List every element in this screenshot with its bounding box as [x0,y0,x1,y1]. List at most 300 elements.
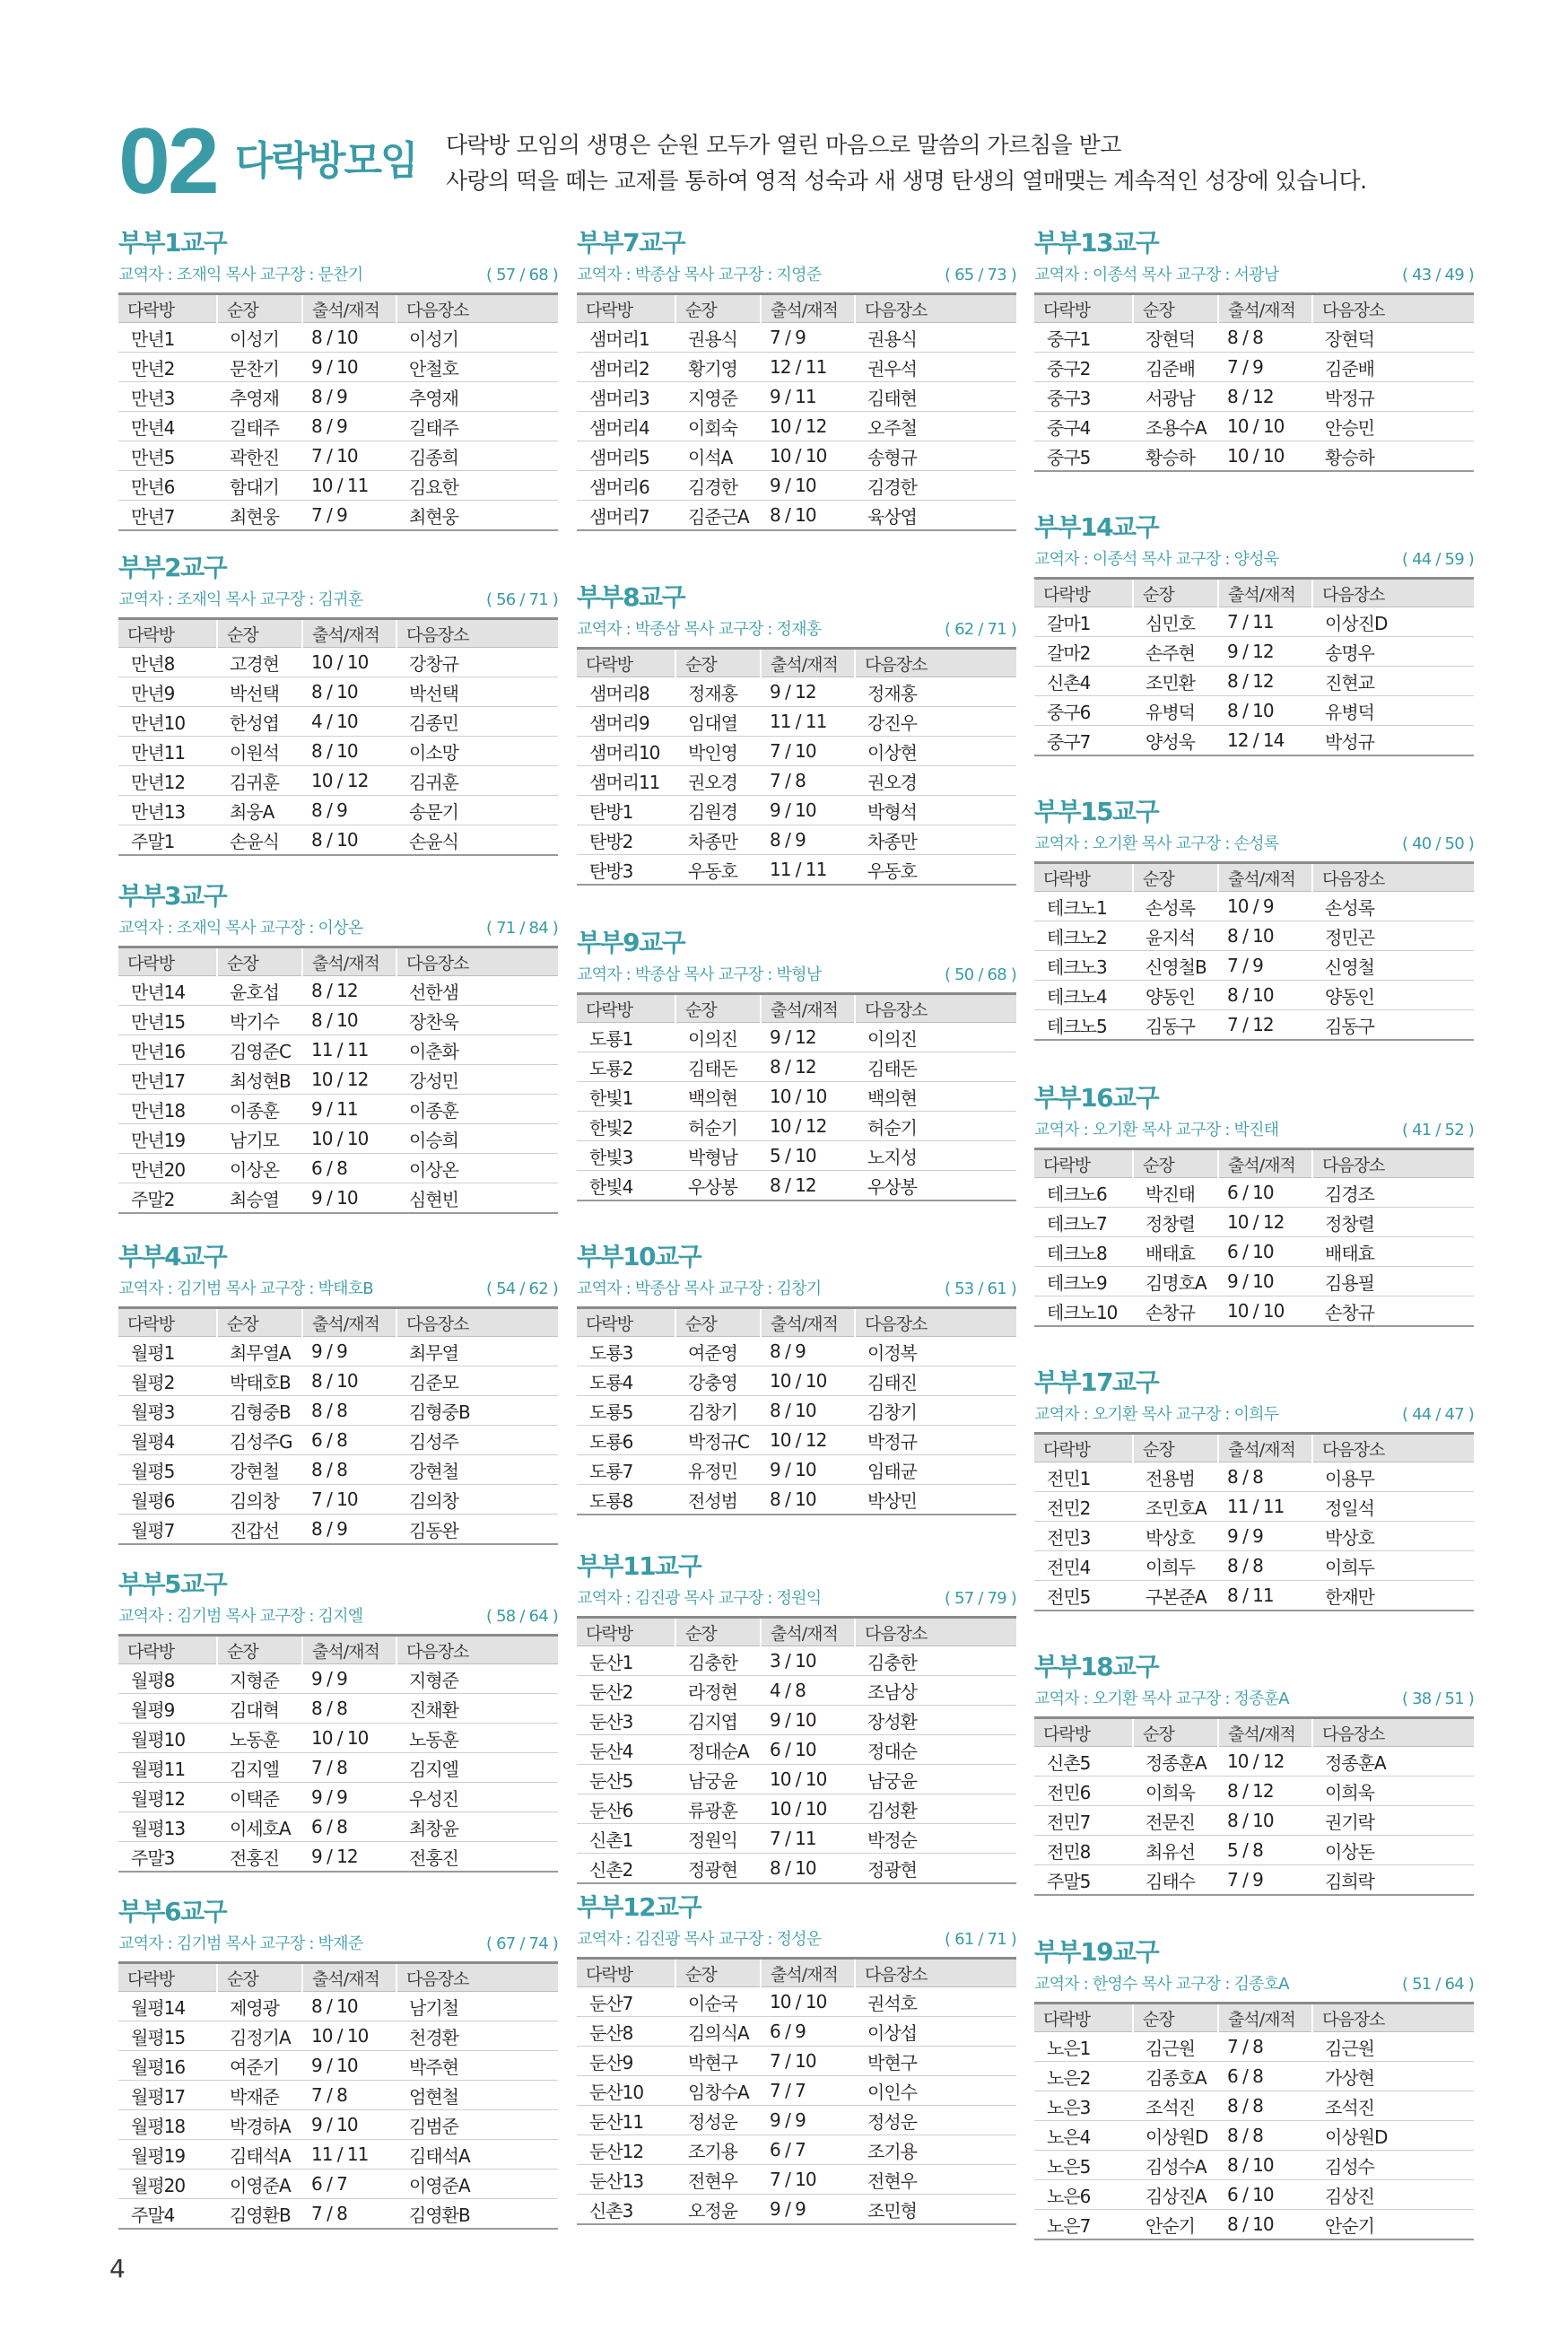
district-attendance-total: ( 57 / 79 ) [944,1589,1016,1608]
next-place: 이희욱 [1312,1777,1474,1806]
room-name: 테크노3 [1034,951,1133,981]
column-header: 다락방 [118,1636,217,1664]
table-header-row [1034,2004,1474,2032]
attendance: 8 / 12 [761,1052,855,1082]
room-name: 월평18 [118,2110,217,2140]
next-place: 안승민 [1312,412,1474,441]
leader-name: 안순기 [1133,2210,1218,2240]
column-header: 순장 [217,1963,302,1992]
room-name: 테크노7 [1034,1208,1133,1237]
district-group [118,1566,558,1873]
table-row [1034,2062,1474,2091]
attendance: 8 / 8 [1218,2091,1312,2121]
table-row [1034,1492,1474,1522]
leader-name: 문찬기 [217,353,302,382]
room-name: 만년2 [118,353,217,382]
leader-name: 박정규C [675,1426,761,1455]
room-name: 월평2 [118,1366,217,1396]
next-place: 권용식 [855,323,1016,353]
column-header: 순장 [1133,294,1218,323]
attendance: 8 / 10 [761,1854,855,1884]
room-name: 신촌1 [577,1824,675,1854]
room-name: 월평8 [118,1664,217,1694]
attendance: 4 / 8 [761,1676,855,1706]
room-name: 만년6 [118,471,217,501]
column-header: 다음장소 [855,1308,1016,1337]
next-place: 김귀훈 [396,766,558,796]
table-row [1034,1581,1474,1611]
table-row [577,1765,1016,1794]
next-place: 우성진 [396,1783,558,1812]
leader-name: 전용범 [1133,1462,1218,1492]
leader-name: 여준영 [675,1337,761,1366]
leader-name: 최무열A [217,1337,302,1366]
room-name: 테크노9 [1034,1267,1133,1296]
leader-name: 박태호B [217,1366,302,1396]
room-name: 샘머리7 [577,501,675,531]
next-place: 심현빈 [396,1183,558,1214]
table-row [1034,1010,1474,1041]
leader-name: 진갑선 [217,1515,302,1545]
room-name: 월평3 [118,1396,217,1426]
table-row [577,471,1016,501]
leader-name: 정대순A [675,1735,761,1765]
attendance: 8 / 10 [302,1006,396,1035]
column-header: 다락방 [118,1308,217,1337]
column-header: 다음장소 [855,1618,1016,1646]
district-table [1034,861,1474,1041]
leader-name: 유정민 [675,1455,761,1485]
attendance: 11 / 11 [761,855,855,886]
table-row [118,1065,558,1095]
column-header: 출석/재적 [302,294,396,323]
room-name: 둔산5 [577,1765,675,1794]
table-row [118,1783,558,1812]
table-header-row [118,1636,558,1664]
district-attendance-total: ( 54 / 62 ) [485,1279,558,1298]
next-place: 이상진D [1312,607,1474,637]
room-name: 테크노4 [1034,981,1133,1010]
next-place: 엄현철 [396,2081,558,2110]
table-row [577,707,1016,737]
district-info [1034,546,1474,573]
district-info [577,1276,1016,1303]
room-name: 둔산10 [577,2076,675,2106]
table-row [577,1337,1016,1366]
next-place: 최창윤 [396,1812,558,1842]
room-name: 전민6 [1034,1777,1133,1806]
district-attendance-total: ( 38 / 51 ) [1401,1689,1474,1708]
next-place: 권오경 [855,766,1016,796]
column-header: 다락방 [1034,294,1133,323]
table-row [577,2195,1016,2225]
room-name: 도룡7 [577,1455,675,1485]
room-name: 만년14 [118,976,217,1006]
next-place: 최무열 [396,1337,558,1366]
leader-name: 이의진 [675,1023,761,1052]
next-place: 이영준A [396,2169,558,2199]
leader-name: 고경현 [217,648,302,677]
attendance: 10 / 12 [761,1112,855,1141]
district-info [577,962,1016,989]
attendance: 9 / 10 [761,1455,855,1485]
leader-name: 김종호A [1133,2062,1218,2091]
section-title: 다락방모임 [235,138,417,184]
district-table [118,292,558,531]
room-name: 둔산13 [577,2165,675,2195]
district-title: 부부16교구 [1034,1083,1159,1113]
table-row [118,2081,558,2110]
column-header: 순장 [675,1308,761,1337]
column-header: 출석/재적 [302,947,396,976]
table-row [577,2106,1016,2135]
district-title: 부부17교구 [1034,1367,1159,1397]
attendance: 7 / 8 [302,2199,396,2230]
attendance: 8 / 10 [1218,921,1312,951]
room-name: 샘머리1 [577,323,675,353]
next-place: 김의창 [396,1485,558,1515]
attendance: 9 / 11 [761,382,855,412]
leader-name: 박진태 [1133,1178,1218,1208]
next-place: 남궁윤 [855,1765,1016,1794]
table-row [1034,323,1474,353]
table-row [118,2051,558,2081]
leader-name: 라정현 [675,1676,761,1706]
table-row [118,1812,558,1842]
next-place: 정민곤 [1312,921,1474,951]
attendance: 8 / 10 [1218,696,1312,726]
leader-name: 지형준 [217,1664,302,1694]
leader-name: 김충한 [675,1646,761,1676]
leader-name: 황승하 [1133,441,1218,472]
district-leaders: 교역자 : 박종삼 목사 교구장 : 박형남 [577,965,822,984]
attendance: 12 / 14 [1218,726,1312,756]
next-place: 남기철 [396,1992,558,2021]
district-title: 부부12교구 [577,1892,701,1922]
next-place: 김성환 [855,1794,1016,1824]
room-name: 주말4 [118,2199,217,2230]
column-header: 출석/재적 [302,1308,396,1337]
room-name: 테크노10 [1034,1296,1133,1327]
column-header: 순장 [675,1618,761,1646]
next-place: 이종훈 [396,1095,558,1124]
next-place: 김용필 [1312,1267,1474,1296]
attendance: 10 / 10 [302,1124,396,1154]
next-place: 이춘화 [396,1035,558,1065]
room-name: 만년17 [118,1065,217,1095]
leader-name: 박경하A [217,2110,302,2140]
district-table [577,1616,1016,1884]
column-header: 다음장소 [855,294,1016,323]
attendance: 8 / 9 [302,382,396,412]
next-place: 노동훈 [396,1724,558,1753]
room-name: 도룡5 [577,1396,675,1426]
next-place: 이상돈 [1312,1836,1474,1865]
table-row [1034,1237,1474,1267]
leader-name: 김의식A [675,2017,761,2047]
room-name: 중구3 [1034,382,1133,412]
column-header: 출석/재적 [302,1636,396,1664]
column-header: 다락방 [118,947,217,976]
district-table [1034,1432,1474,1611]
column-header: 출석/재적 [1218,863,1312,892]
attendance: 10 / 12 [1218,1747,1312,1777]
leader-name: 김준근A [675,501,761,531]
column-header: 다음장소 [1312,2004,1474,2032]
district-title: 부부18교구 [1034,1652,1159,1681]
leader-name: 김대혁 [217,1694,302,1724]
leader-name: 강충영 [675,1366,761,1396]
next-place: 차종만 [855,825,1016,855]
attendance: 4 / 10 [302,707,396,737]
attendance: 8 / 12 [1218,382,1312,412]
leader-name: 이희욱 [1133,1777,1218,1806]
room-name: 노은6 [1034,2180,1133,2210]
next-place: 박현구 [855,2047,1016,2076]
leader-name: 박인영 [675,737,761,766]
leader-name: 김태석A [217,2140,302,2169]
table-row [118,1664,558,1694]
attendance: 7 / 11 [1218,607,1312,637]
room-name: 중구7 [1034,726,1133,756]
room-name: 전민4 [1034,1551,1133,1581]
next-place: 지형준 [396,1664,558,1694]
attendance: 7 / 7 [761,2076,855,2106]
leader-name: 우동호 [675,855,761,886]
room-name: 샘머리2 [577,353,675,382]
table-row [1034,921,1474,951]
district-leaders: 교역자 : 박종삼 목사 교구장 : 김창기 [577,1279,822,1298]
table-row [1034,637,1474,667]
leader-name: 전문진 [1133,1806,1218,1836]
district-attendance-total: ( 53 / 61 ) [944,1279,1016,1298]
attendance: 6 / 8 [302,1812,396,1842]
leader-name: 김준배 [1133,353,1218,382]
table-row [1034,696,1474,726]
room-name: 월평19 [118,2140,217,2169]
next-place: 이소망 [396,737,558,766]
attendance: 11 / 11 [302,2140,396,2169]
table-header-row [118,1963,558,1992]
table-row [1034,951,1474,981]
leader-name: 김상진A [1133,2180,1218,2210]
table-row [118,1154,558,1183]
attendance: 8 / 10 [1218,2151,1312,2180]
table-header-row [118,619,558,648]
leader-name: 박형남 [675,1141,761,1171]
attendance: 7 / 12 [1218,1010,1312,1041]
district-title: 부부5교구 [118,1569,227,1599]
attendance: 8 / 9 [302,1515,396,1545]
attendance: 10 / 10 [302,1724,396,1753]
table-row [577,1396,1016,1426]
room-name: 한빛2 [577,1112,675,1141]
room-name: 주말3 [118,1842,217,1873]
district-group [1034,509,1474,756]
table-header-row [577,294,1016,323]
leader-name: 김경한 [675,471,761,501]
table-row [1034,2180,1474,2210]
table-header-row [577,649,1016,677]
next-place: 천경환 [396,2021,558,2051]
leader-name: 전홍진 [217,1842,302,1873]
room-name: 월평7 [118,1515,217,1545]
next-place: 한재만 [1312,1581,1474,1611]
district-attendance-total: ( 62 / 71 ) [944,620,1016,639]
next-place: 전홍진 [396,1842,558,1873]
district-title: 부부19교구 [1034,1937,1159,1967]
leader-name: 김귀훈 [217,766,302,796]
table-row [118,412,558,441]
next-place: 이상섭 [855,2017,1016,2047]
district-leaders: 교역자 : 오기환 목사 교구장 : 정종훈A [1034,1689,1289,1708]
district-table [118,1306,558,1545]
leader-name: 최웅A [217,796,302,825]
room-name: 둔산7 [577,1987,675,2017]
next-place: 진현교 [1312,667,1474,696]
table-row [577,1854,1016,1884]
leader-name: 류광훈 [675,1794,761,1824]
table-row [118,1426,558,1455]
district-group [118,1238,558,1545]
table-row [577,796,1016,825]
next-place: 장현덕 [1312,323,1474,353]
district-info [577,616,1016,643]
leader-name: 김동구 [1133,1010,1218,1041]
next-place: 노지성 [855,1141,1016,1171]
next-place: 박정규 [855,1426,1016,1455]
district-info [1034,1117,1474,1144]
district-leaders: 교역자 : 박종삼 목사 교구장 : 정재홍 [577,620,822,639]
room-name: 둔산3 [577,1706,675,1735]
column-header: 출석/재적 [1218,2004,1312,2032]
attendance: 6 / 8 [302,1154,396,1183]
attendance: 6 / 7 [302,2169,396,2199]
next-place: 전현우 [855,2165,1016,2195]
table-row [577,1023,1016,1052]
room-name: 한빛4 [577,1171,675,1201]
district-table [118,946,558,1214]
next-place: 이정복 [855,1337,1016,1366]
next-place: 육상엽 [855,501,1016,531]
room-name: 노은7 [1034,2210,1133,2240]
next-place: 조기용 [855,2135,1016,2165]
next-place: 송문기 [396,796,558,825]
district-title: 부부13교구 [1034,228,1159,258]
room-name: 월평11 [118,1753,217,1783]
column-header: 다음장소 [1312,1149,1474,1178]
leader-name: 추영재 [217,382,302,412]
room-name: 노은4 [1034,2121,1133,2151]
table-row [577,441,1016,471]
attendance: 8 / 12 [1218,667,1312,696]
table-row [577,353,1016,382]
next-place: 김성수 [1312,2151,1474,2180]
column-header: 출석/재적 [761,1618,855,1646]
room-name: 월평6 [118,1485,217,1515]
room-name: 전민3 [1034,1522,1133,1551]
attendance: 8 / 10 [302,825,396,856]
next-place: 박정규 [1312,382,1474,412]
attendance: 9 / 10 [302,353,396,382]
district-group [1034,1648,1474,1896]
room-name: 주말1 [118,825,217,856]
table-row [577,1794,1016,1824]
leader-name: 남궁윤 [675,1765,761,1794]
district-info [1034,262,1474,289]
next-place: 손윤식 [396,825,558,856]
attendance: 9 / 9 [302,1664,396,1694]
table-header-row [577,1959,1016,1987]
table-row [118,353,558,382]
table-row [577,382,1016,412]
table-row [577,1485,1016,1515]
leader-name: 이순국 [675,1987,761,2017]
attendance: 9 / 12 [302,1842,396,1873]
room-name: 월평17 [118,2081,217,2110]
next-place: 안순기 [1312,2210,1474,2240]
table-row [577,1112,1016,1141]
next-place: 가상현 [1312,2062,1474,2091]
column-header: 다락방 [1034,1149,1133,1178]
next-place: 최현웅 [396,501,558,531]
leader-name: 양성욱 [1133,726,1218,756]
next-place: 조남상 [855,1676,1016,1706]
attendance: 8 / 8 [1218,1462,1312,1492]
table-row [577,2076,1016,2106]
attendance: 7 / 9 [1218,353,1312,382]
table-row [118,441,558,471]
column-header: 다락방 [577,994,675,1023]
column-header: 순장 [217,294,302,323]
attendance: 8 / 10 [761,501,855,531]
leader-name: 박상호 [1133,1522,1218,1551]
column-header: 다음장소 [855,1959,1016,1987]
district-title: 부부10교구 [577,1242,701,1271]
attendance: 10 / 12 [302,1065,396,1095]
next-place: 장찬욱 [396,1006,558,1035]
column-header: 다음장소 [1312,294,1474,323]
next-place: 김동구 [1312,1010,1474,1041]
column-header: 다락방 [577,1308,675,1337]
table-row [118,1455,558,1485]
district-info [118,587,558,614]
table-header-row [118,947,558,976]
leader-name: 박기수 [217,1006,302,1035]
district-attendance-total: ( 61 / 71 ) [944,1930,1016,1949]
district-leaders: 교역자 : 한영수 목사 교구장 : 김종호A [1034,1975,1289,1994]
column-header: 다락방 [577,649,675,677]
column-header: 순장 [1133,579,1218,607]
column-header: 순장 [675,994,761,1023]
district-leaders: 교역자 : 김기범 목사 교구장 : 박재준 [118,1934,363,1953]
room-name: 만년11 [118,737,217,766]
leader-name: 지영준 [675,382,761,412]
next-place: 손성록 [1312,892,1474,921]
leader-name: 노동훈 [217,1724,302,1753]
leader-name: 정원익 [675,1824,761,1854]
table-row [577,1706,1016,1735]
attendance: 8 / 10 [302,737,396,766]
district-table [577,992,1016,1201]
attendance: 8 / 9 [302,796,396,825]
district-title: 부부6교구 [118,1897,227,1926]
attendance: 9 / 10 [302,2051,396,2081]
column-header: 순장 [675,294,761,323]
attendance: 10 / 10 [761,1794,855,1824]
district-info [118,262,558,289]
room-name: 월평20 [118,2169,217,2199]
